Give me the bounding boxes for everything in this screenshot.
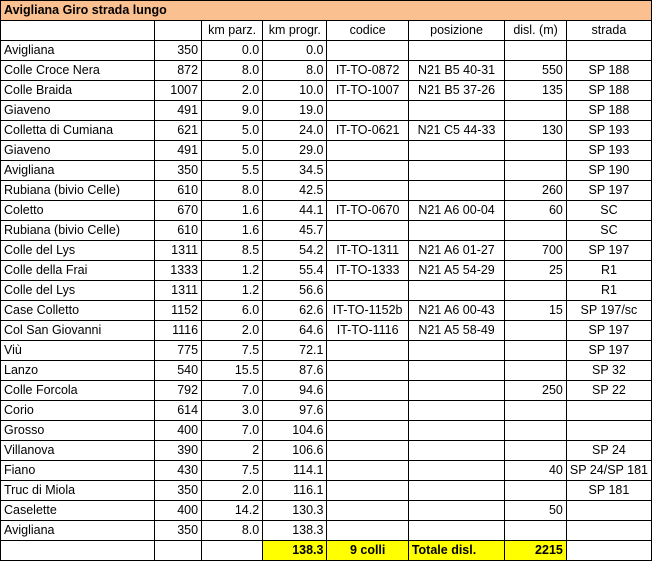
elevation-gain-cell: [505, 521, 567, 541]
column-header: codice: [327, 21, 408, 41]
elevation-gain-cell: 550: [505, 61, 567, 81]
altitude-cell: 491: [154, 101, 201, 121]
altitude-cell: 1311: [154, 241, 201, 261]
road-cell: SP 197: [566, 241, 651, 261]
km-partial-cell: 5.5: [202, 161, 263, 181]
elevation-gain-cell: 50: [505, 501, 567, 521]
km-progressive-cell: 29.0: [263, 141, 327, 161]
elevation-gain-cell: [505, 221, 567, 241]
code-cell: IT-TO-1311: [327, 241, 408, 261]
elevation-gain-cell: 135: [505, 81, 567, 101]
location-cell: Rubiana (bivio Celle): [1, 221, 155, 241]
table-row: [1, 521, 652, 541]
km-partial-cell: 9.0: [202, 101, 263, 121]
table-row: [1, 481, 652, 501]
road-cell: SP 188: [566, 61, 651, 81]
elevation-gain-cell: [505, 161, 567, 181]
column-header: posizione: [408, 21, 504, 41]
km-progressive-cell: 19.0: [263, 101, 327, 121]
km-partial-cell: 7.5: [202, 461, 263, 481]
km-progressive-cell: 87.6: [263, 361, 327, 381]
elevation-gain-cell: [505, 41, 567, 61]
code-cell: IT-TO-0872: [327, 61, 408, 81]
table-row: [1, 81, 652, 101]
table-row: [1, 241, 652, 261]
km-partial-cell: 1.6: [202, 201, 263, 221]
position-cell: [408, 361, 504, 381]
km-progressive-cell: 56.6: [263, 281, 327, 301]
table-row: [1, 341, 652, 361]
road-cell: R1: [566, 261, 651, 281]
km-progressive-cell: 42.5: [263, 181, 327, 201]
road-cell: SP 193: [566, 121, 651, 141]
position-cell: N21 A6 01-27: [408, 241, 504, 261]
road-cell: SP 193: [566, 141, 651, 161]
altitude-cell: 1152: [154, 301, 201, 321]
location-cell: Corio: [1, 401, 155, 421]
table-row: [1, 421, 652, 441]
table-row: [1, 101, 652, 121]
elevation-gain-cell: 130: [505, 121, 567, 141]
code-cell: [327, 461, 408, 481]
road-cell: SP 24/SP 181: [566, 461, 651, 481]
altitude-cell: 400: [154, 421, 201, 441]
table-row: [1, 441, 652, 461]
code-cell: IT-TO-1152b: [327, 301, 408, 321]
location-cell: Colle del Lys: [1, 241, 155, 261]
km-partial-cell: 1.2: [202, 261, 263, 281]
altitude-cell: 350: [154, 41, 201, 61]
altitude-cell: 1007: [154, 81, 201, 101]
code-cell: [327, 281, 408, 301]
position-cell: [408, 521, 504, 541]
km-partial-cell: 8.0: [202, 521, 263, 541]
altitude-cell: 610: [154, 221, 201, 241]
position-cell: [408, 401, 504, 421]
table-row: [1, 281, 652, 301]
position-cell: [408, 441, 504, 461]
altitude-cell: 350: [154, 481, 201, 501]
altitude-cell: 390: [154, 441, 201, 461]
column-header: km progr.: [263, 21, 327, 41]
km-progressive-cell: 94.6: [263, 381, 327, 401]
position-cell: [408, 161, 504, 181]
road-cell: R1: [566, 281, 651, 301]
road-cell: SP 197: [566, 341, 651, 361]
code-cell: [327, 41, 408, 61]
elevation-gain-cell: 700: [505, 241, 567, 261]
elevation-gain-cell: [505, 101, 567, 121]
elevation-gain-cell: [505, 401, 567, 421]
altitude-cell: 670: [154, 201, 201, 221]
road-cell: [566, 41, 651, 61]
column-header: [154, 21, 201, 41]
position-cell: [408, 181, 504, 201]
location-cell: Lanzo: [1, 361, 155, 381]
location-cell: Col San Giovanni: [1, 321, 155, 341]
table-row: [1, 261, 652, 281]
total-km: 138.3: [263, 541, 327, 561]
table-row: [1, 501, 652, 521]
position-cell: [408, 501, 504, 521]
km-partial-cell: 8.0: [202, 61, 263, 81]
position-cell: [408, 101, 504, 121]
totals-row: [1, 541, 652, 561]
altitude-cell: 540: [154, 361, 201, 381]
km-progressive-cell: 45.7: [263, 221, 327, 241]
location-cell: Giaveno: [1, 141, 155, 161]
altitude-cell: 430: [154, 461, 201, 481]
elevation-gain-cell: [505, 421, 567, 441]
location-cell: Grosso: [1, 421, 155, 441]
km-progressive-cell: 55.4: [263, 261, 327, 281]
km-partial-cell: 15.5: [202, 361, 263, 381]
km-partial-cell: 6.0: [202, 301, 263, 321]
position-cell: [408, 341, 504, 361]
code-cell: [327, 221, 408, 241]
elevation-gain-cell: [505, 481, 567, 501]
location-cell: Giaveno: [1, 101, 155, 121]
km-partial-cell: 2: [202, 441, 263, 461]
km-partial-cell: 7.0: [202, 381, 263, 401]
position-cell: N21 A6 00-04: [408, 201, 504, 221]
km-progressive-cell: 64.6: [263, 321, 327, 341]
location-cell: Fiano: [1, 461, 155, 481]
empty-cell: [154, 541, 201, 561]
road-cell: [566, 421, 651, 441]
position-cell: N21 A5 58-49: [408, 321, 504, 341]
code-cell: [327, 101, 408, 121]
road-cell: SP 24: [566, 441, 651, 461]
elevation-gain-cell: 60: [505, 201, 567, 221]
column-header: [1, 21, 155, 41]
table-row: [1, 41, 652, 61]
altitude-cell: 400: [154, 501, 201, 521]
table-row: [1, 321, 652, 341]
code-cell: [327, 141, 408, 161]
location-cell: Avigliana: [1, 41, 155, 61]
km-progressive-cell: 34.5: [263, 161, 327, 181]
code-cell: [327, 161, 408, 181]
km-progressive-cell: 130.3: [263, 501, 327, 521]
table-row: [1, 181, 652, 201]
location-cell: Avigliana: [1, 521, 155, 541]
empty-cell: [1, 541, 155, 561]
km-partial-cell: 7.0: [202, 421, 263, 441]
table-row: [1, 141, 652, 161]
road-cell: SP 188: [566, 81, 651, 101]
location-cell: Coletto: [1, 201, 155, 221]
elevation-gain-cell: 260: [505, 181, 567, 201]
altitude-cell: 610: [154, 181, 201, 201]
column-header: disl. (m): [505, 21, 567, 41]
km-partial-cell: 1.6: [202, 221, 263, 241]
column-header: strada: [566, 21, 651, 41]
km-progressive-cell: 116.1: [263, 481, 327, 501]
km-progressive-cell: 0.0: [263, 41, 327, 61]
elevation-gain-cell: [505, 341, 567, 361]
elevation-gain-cell: [505, 321, 567, 341]
code-cell: [327, 441, 408, 461]
km-progressive-cell: 10.0: [263, 81, 327, 101]
position-cell: N21 A5 54-29: [408, 261, 504, 281]
code-cell: [327, 181, 408, 201]
km-progressive-cell: 104.6: [263, 421, 327, 441]
table-row: [1, 121, 652, 141]
road-cell: SP 188: [566, 101, 651, 121]
code-cell: [327, 401, 408, 421]
road-cell: SP 197: [566, 321, 651, 341]
road-cell: [566, 501, 651, 521]
km-partial-cell: 5.0: [202, 141, 263, 161]
road-cell: SP 32: [566, 361, 651, 381]
km-progressive-cell: 44.1: [263, 201, 327, 221]
position-cell: [408, 461, 504, 481]
elevation-gain-cell: 40: [505, 461, 567, 481]
code-cell: [327, 341, 408, 361]
position-cell: [408, 381, 504, 401]
km-partial-cell: 8.5: [202, 241, 263, 261]
road-cell: [566, 401, 651, 421]
position-cell: [408, 421, 504, 441]
km-partial-cell: 0.0: [202, 41, 263, 61]
code-cell: IT-TO-1333: [327, 261, 408, 281]
altitude-cell: 350: [154, 521, 201, 541]
elevation-gain-cell: [505, 441, 567, 461]
km-partial-cell: 5.0: [202, 121, 263, 141]
position-cell: [408, 141, 504, 161]
altitude-cell: 775: [154, 341, 201, 361]
km-progressive-cell: 106.6: [263, 441, 327, 461]
location-cell: Avigliana: [1, 161, 155, 181]
sheet-title: Avigliana Giro strada lungo: [1, 1, 652, 21]
road-cell: [566, 521, 651, 541]
altitude-cell: 614: [154, 401, 201, 421]
total-disl-label: Totale disl.: [408, 541, 504, 561]
altitude-cell: 621: [154, 121, 201, 141]
position-cell: [408, 481, 504, 501]
road-cell: SP 197: [566, 181, 651, 201]
altitude-cell: 491: [154, 141, 201, 161]
code-cell: [327, 381, 408, 401]
location-cell: Colle della Frai: [1, 261, 155, 281]
km-progressive-cell: 62.6: [263, 301, 327, 321]
header-row: [1, 21, 652, 41]
km-progressive-cell: 72.1: [263, 341, 327, 361]
km-partial-cell: 3.0: [202, 401, 263, 421]
km-progressive-cell: 54.2: [263, 241, 327, 261]
road-cell: SC: [566, 221, 651, 241]
altitude-cell: 1116: [154, 321, 201, 341]
code-cell: [327, 421, 408, 441]
altitude-cell: 1311: [154, 281, 201, 301]
km-progressive-cell: 8.0: [263, 61, 327, 81]
road-cell: SP 190: [566, 161, 651, 181]
km-progressive-cell: 24.0: [263, 121, 327, 141]
km-partial-cell: 2.0: [202, 481, 263, 501]
location-cell: Colle del Lys: [1, 281, 155, 301]
position-cell: [408, 221, 504, 241]
altitude-cell: 350: [154, 161, 201, 181]
table-row: [1, 161, 652, 181]
position-cell: N21 B5 37-26: [408, 81, 504, 101]
table-row: [1, 61, 652, 81]
table-row: [1, 361, 652, 381]
km-partial-cell: 1.2: [202, 281, 263, 301]
table-row: [1, 401, 652, 421]
code-cell: IT-TO-1007: [327, 81, 408, 101]
road-cell: SP 197/sc: [566, 301, 651, 321]
location-cell: Case Colletto: [1, 301, 155, 321]
table-row: [1, 221, 652, 241]
table-row: [1, 301, 652, 321]
position-cell: N21 C5 44-33: [408, 121, 504, 141]
altitude-cell: 792: [154, 381, 201, 401]
location-cell: Caselette: [1, 501, 155, 521]
altitude-cell: 1333: [154, 261, 201, 281]
table-row: [1, 201, 652, 221]
km-partial-cell: 8.0: [202, 181, 263, 201]
total-disl-value: 2215: [505, 541, 567, 561]
elevation-gain-cell: 15: [505, 301, 567, 321]
column-header: km parz.: [202, 21, 263, 41]
km-partial-cell: 2.0: [202, 321, 263, 341]
road-cell: SP 181: [566, 481, 651, 501]
position-cell: N21 A6 00-43: [408, 301, 504, 321]
km-partial-cell: 2.0: [202, 81, 263, 101]
location-cell: Colle Forcola: [1, 381, 155, 401]
code-cell: IT-TO-0670: [327, 201, 408, 221]
location-cell: Rubiana (bivio Celle): [1, 181, 155, 201]
position-cell: [408, 281, 504, 301]
location-cell: Truc di Miola: [1, 481, 155, 501]
location-cell: Colle Croce Nera: [1, 61, 155, 81]
location-cell: Colle Braida: [1, 81, 155, 101]
code-cell: [327, 501, 408, 521]
title-row: [1, 1, 652, 21]
empty-cell: [566, 541, 651, 561]
km-progressive-cell: 97.6: [263, 401, 327, 421]
code-cell: [327, 361, 408, 381]
km-progressive-cell: 114.1: [263, 461, 327, 481]
position-cell: N21 B5 40-31: [408, 61, 504, 81]
road-cell: SC: [566, 201, 651, 221]
km-progressive-cell: 138.3: [263, 521, 327, 541]
table-row: [1, 461, 652, 481]
table-row: [1, 381, 652, 401]
elevation-gain-cell: 250: [505, 381, 567, 401]
code-cell: IT-TO-1116: [327, 321, 408, 341]
empty-cell: [202, 541, 263, 561]
code-cell: [327, 521, 408, 541]
total-colli: 9 colli: [327, 541, 408, 561]
location-cell: Viù: [1, 341, 155, 361]
location-cell: Colletta di Cumiana: [1, 121, 155, 141]
altitude-cell: 872: [154, 61, 201, 81]
location-cell: Villanova: [1, 441, 155, 461]
km-partial-cell: 14.2: [202, 501, 263, 521]
elevation-gain-cell: [505, 361, 567, 381]
elevation-gain-cell: [505, 281, 567, 301]
km-partial-cell: 7.5: [202, 341, 263, 361]
elevation-gain-cell: 25: [505, 261, 567, 281]
code-cell: IT-TO-0621: [327, 121, 408, 141]
elevation-gain-cell: [505, 141, 567, 161]
position-cell: [408, 41, 504, 61]
code-cell: [327, 481, 408, 501]
road-cell: SP 22: [566, 381, 651, 401]
